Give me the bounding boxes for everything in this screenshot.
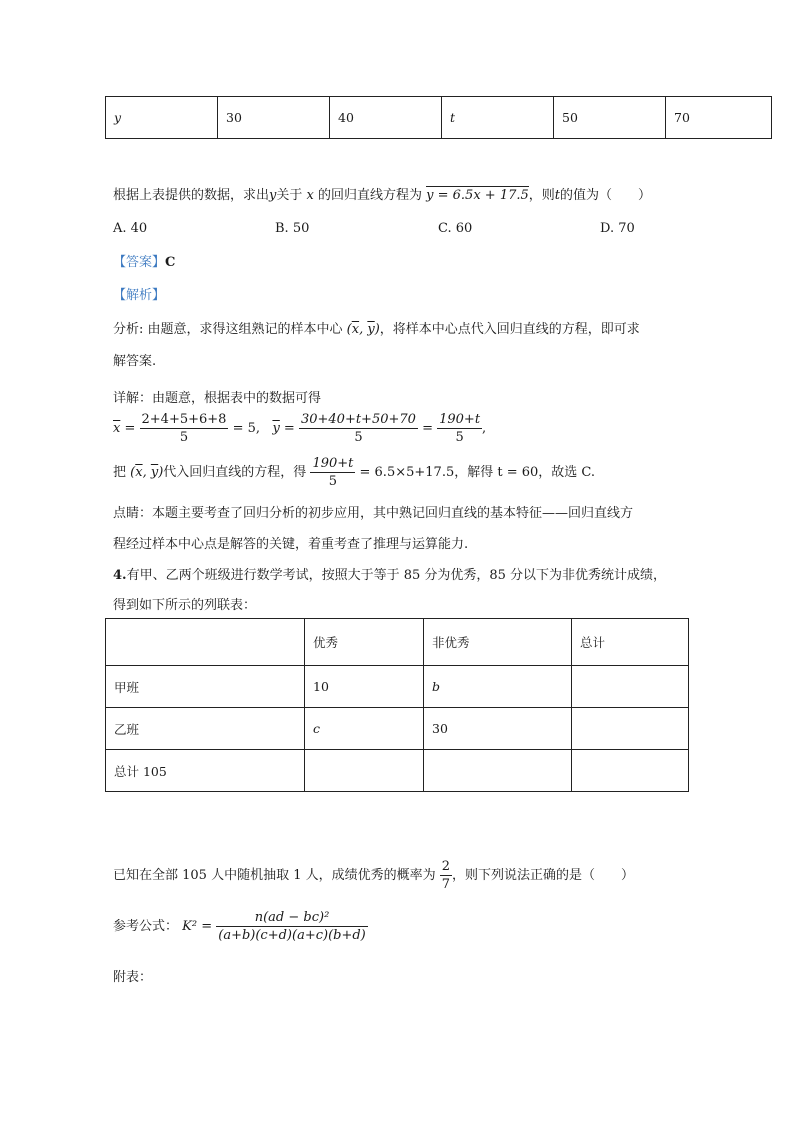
table-cell: 甲班	[106, 666, 305, 708]
table-header-cell	[106, 619, 305, 666]
table-header-cell: 优秀	[305, 619, 424, 666]
table-cell: 10	[305, 666, 424, 708]
fraction-numerator: n(ad − bc)²	[216, 909, 368, 927]
analysis-line-1	[113, 318, 640, 337]
means-formula: $\overline{x}$ = $\frac{2+4+5+6+8}{5}$ = 5, $\overline{y}$ = $\frac{30+40+t+50+70}{5}$ = $\frac{190+t}{5}$ ,	[113, 412, 487, 445]
fraction-numerator: 2	[441, 859, 451, 874]
fraction	[437, 411, 482, 446]
table-regression-data	[105, 96, 772, 139]
fraction	[310, 455, 355, 490]
stem-text: 根据上表提供的数据，求出	[113, 188, 270, 203]
table-cell	[572, 750, 689, 792]
var-t: t	[554, 188, 561, 203]
var-x: x	[302, 188, 318, 203]
table-cell: 70	[666, 97, 772, 139]
table-cell: 总计 105	[106, 750, 305, 792]
stem-text: 的回归直线方程为	[318, 188, 423, 203]
table-cell: 30	[424, 708, 572, 750]
y-bar: $\overline{y}$	[272, 421, 280, 436]
substitution-line	[113, 455, 595, 490]
stem-text: 的值为（ ）	[560, 188, 652, 203]
comment-line-2: 程经过样本中心点是解答的关键，着重考查了推理与运算能力.	[113, 537, 469, 552]
stem-text: 已知在全部 105 人中随机抽取 1 人，成绩优秀的概率为	[113, 868, 436, 883]
fraction-denominator: 5	[328, 474, 338, 489]
var-y: y	[269, 188, 277, 203]
table-cell	[305, 750, 424, 792]
regression-equation: y = 6.5x + 17.5	[426, 188, 529, 203]
formula-lhs: K² =	[182, 919, 213, 934]
comment-line-1: 点睛：本题主要考查了回归分析的初步应用，其中熟记回归直线的基本特征——回归直线方	[113, 506, 634, 521]
option-a[interactable]: A. 40	[113, 221, 148, 236]
fraction-denominator: 5	[354, 430, 363, 445]
fraction-denominator: 5	[455, 430, 464, 445]
fraction-numerator: 30+40+t+50+70	[300, 412, 416, 427]
table-cell	[572, 708, 689, 750]
sample-center: ($\overline{x}$, $\overline{y}$)	[346, 322, 380, 337]
reference-formula	[113, 909, 368, 944]
answer-tag: 【答案】	[113, 255, 166, 270]
table-cell	[572, 666, 689, 708]
fraction-denominator: (a+b)(c+d)(a+c)(b+d)	[218, 928, 366, 943]
fraction-denominator: 7	[441, 877, 451, 892]
question-4-stem-1	[113, 564, 666, 583]
table-cell	[424, 750, 572, 792]
x-bar: $\overline{x}$	[113, 421, 121, 436]
option-d[interactable]: D. 70	[600, 221, 635, 236]
table-cell: t	[442, 97, 554, 139]
fraction-numerator: 2+4+5+6+8	[141, 412, 227, 427]
analysis-line-2: 解答案.	[113, 354, 157, 369]
stem-text: ，则	[528, 188, 555, 203]
question-number: 4.	[113, 568, 127, 583]
option-c[interactable]: C. 60	[438, 221, 473, 236]
probability-line	[113, 858, 634, 893]
table-cell: 50	[554, 97, 666, 139]
answer-line	[113, 251, 175, 270]
table-cell: b	[424, 666, 572, 708]
stem-text: 关于	[276, 188, 303, 203]
analysis-text: = 6.5×5+17.5，解得 t = 60，故选 C.	[359, 465, 596, 480]
analysis-tag: 【解析】	[113, 288, 166, 303]
table-row	[106, 666, 689, 708]
table-cell: 乙班	[106, 708, 305, 750]
stem-text: 有甲、乙两个班级进行数学考试，按照大于等于 85 分为优秀，85 分以下为非优秀统计成绩，	[126, 568, 667, 583]
table-cell: y	[106, 97, 218, 139]
fraction-numerator: 190+t	[312, 456, 354, 471]
fraction-denominator: 5	[179, 430, 189, 445]
table-cell: 40	[330, 97, 442, 139]
table-cell: c	[305, 708, 424, 750]
fraction	[440, 858, 452, 893]
appendix-label: 附表：	[113, 970, 153, 985]
fraction-numerator: 190+t	[439, 412, 481, 427]
question-3-stem	[113, 184, 651, 203]
analysis-line-3: 详解：由题意，根据表中的数据可得	[113, 391, 322, 406]
table-header-cell: 总计	[572, 619, 689, 666]
contingency-table	[105, 618, 689, 792]
analysis-text: 代入回归直线的方程，得	[163, 465, 307, 480]
table-row	[106, 750, 689, 792]
option-b[interactable]: B. 50	[275, 221, 310, 236]
table-cell: 30	[218, 97, 330, 139]
table-header-cell: 非优秀	[424, 619, 572, 666]
formula-label: 参考公式：	[113, 919, 179, 934]
fraction	[299, 411, 418, 446]
table-row	[106, 97, 772, 139]
answer-value: C	[165, 255, 176, 270]
table-row	[106, 708, 689, 750]
sample-center: ($\overline{x}$, $\overline{y}$)	[130, 465, 164, 480]
analysis-text: 分析: 由题意，求得这组熟记的样本中心	[113, 322, 343, 337]
fraction	[216, 909, 368, 944]
question-4-stem-2: 得到如下所示的列联表：	[113, 598, 257, 613]
fraction	[140, 411, 229, 446]
table-header-row	[106, 619, 689, 666]
stem-text: ，则下列说法正确的是（ ）	[452, 868, 635, 883]
analysis-text: 把	[113, 465, 127, 480]
formula-text: = 5,	[232, 421, 261, 436]
analysis-text: ，将样本中心点代入回归直线的方程，即可求	[379, 322, 640, 337]
